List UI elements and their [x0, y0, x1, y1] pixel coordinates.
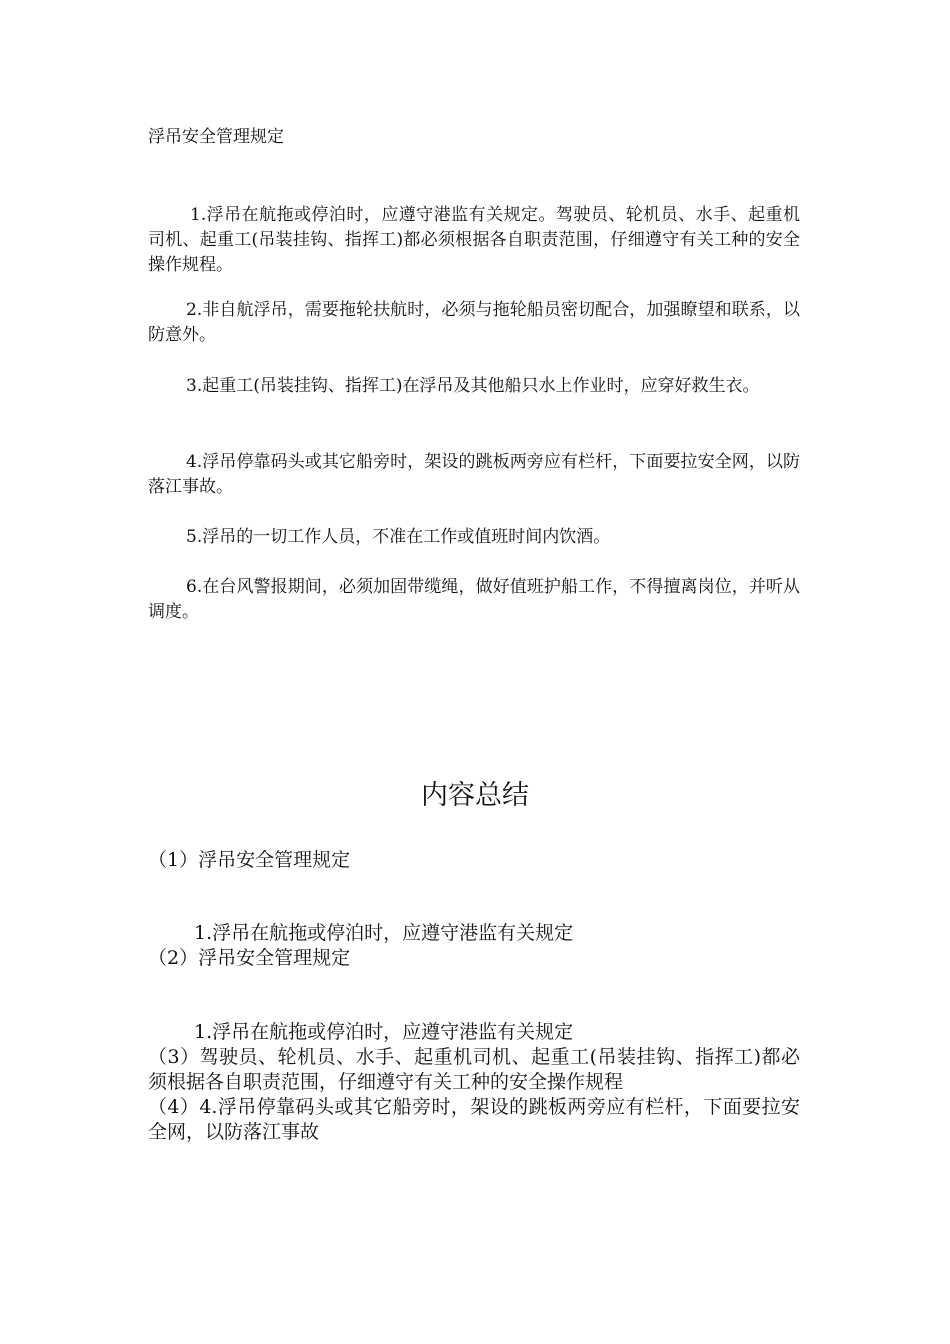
paragraph-6: 6.在台风警报期间，必须加固带缆绳，做好值班护船工作，不得擅离岗位，并听从调度。	[148, 577, 800, 622]
paragraph-3: 3.起重工(吊装挂钩、指挥工)在浮吊及其他船只水上作业时，应穿好救生衣。	[186, 376, 760, 396]
summary-item-2: （2）浮吊安全管理规定	[148, 947, 351, 969]
summary-item-4: （4）4.浮吊停靠码头或其它船旁时，架设的跳板两旁应有栏杆，下面要拉安全网，以防落江事故	[148, 1096, 800, 1143]
summary-item-3: （3）驾驶员、轮机员、水手、起重机司机、起重工(吊装挂钩、指挥工)都必须根据各自职责范围，仔细遵守有关工种的安全操作规程	[148, 1046, 800, 1093]
paragraph-4: 4.浮吊停靠码头或其它船旁时，架设的跳板两旁应有栏杆，下面要拉安全网，以防落江事故。	[148, 452, 800, 497]
summary-item-2-detail: 1.浮吊在航拖或停泊时，应遵守港监有关规定	[194, 1021, 574, 1043]
summary-item-1: （1）浮吊安全管理规定	[148, 849, 351, 871]
summary-item-1-detail: 1.浮吊在航拖或停泊时，应遵守港监有关规定	[194, 922, 574, 944]
summary-heading: 内容总结	[421, 780, 529, 811]
document-title: 浮吊安全管理规定	[148, 127, 284, 147]
paragraph-1: 1.浮吊在航拖或停泊时，应遵守港监有关规定。驾驶员、轮机员、水手、起重机司机、起重工(吊装挂钩、指挥工)都必须根据各自职责范围，仔细遵守有关工种的安全操作规程。	[148, 205, 800, 275]
paragraph-2: 2.非自航浮吊，需要拖轮扶航时，必须与拖轮船员密切配合，加强瞭望和联系，以防意外。	[148, 300, 800, 345]
paragraph-5: 5.浮吊的一切工作人员，不准在工作或值班时间内饮酒。	[186, 527, 611, 547]
